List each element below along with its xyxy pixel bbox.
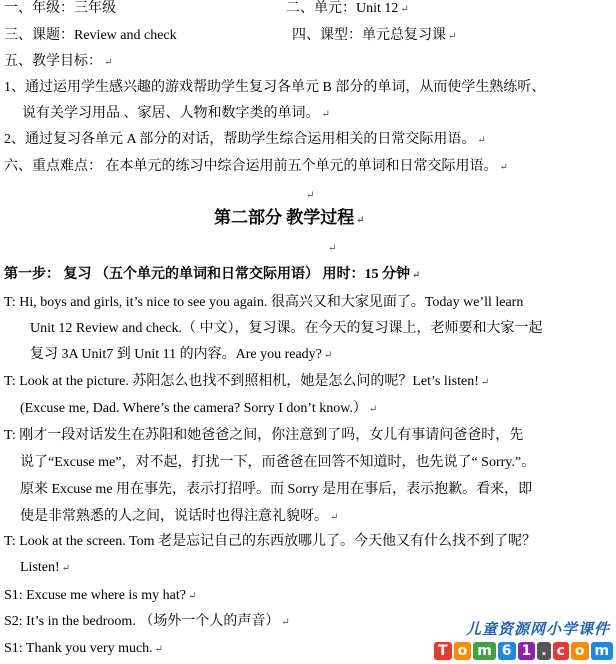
- watermark-letter: 1: [518, 642, 536, 660]
- paragraph-mark: ↵: [104, 57, 113, 68]
- paragraph-mark: ↵: [328, 243, 337, 254]
- paragraph-mark: ↵: [412, 270, 421, 281]
- goals-heading: 五、教学目标： ↵: [4, 54, 113, 69]
- watermark-letter: m: [591, 642, 614, 660]
- dialogue-line: S2: It’s in the bedroom. （场外一个人的声音） ↵: [4, 614, 290, 629]
- dialogue-line: Unit 12 Review and check.（ 中文），复习课。在今天的复习课上，老师要和大家一起: [30, 321, 543, 336]
- paragraph-mark: ↵: [477, 135, 486, 146]
- dialogue-line: S1: Thank you very much. ↵: [4, 641, 164, 656]
- paragraph-mark: ↵: [356, 215, 365, 226]
- paragraph-mark: ↵: [499, 162, 508, 173]
- dialogue-line: T: Look at the picture. 苏阳怎么也找不到照相机，她是怎么问的呢？Let’s listen! ↵: [4, 374, 490, 389]
- paragraph-mark: ↵: [323, 350, 333, 361]
- paragraph-mark: ↵: [448, 31, 457, 42]
- dialogue-line: 复习 3A Unit7 到 Unit 11 的内容。Are you ready? ↵: [30, 347, 333, 362]
- dialogue-line: (Excuse me, Dad. Where’s the camera? Sorry I don’t know.） ↵: [20, 401, 378, 416]
- paragraph-mark: ↵: [480, 377, 490, 388]
- watermark-letter: m: [473, 642, 496, 660]
- lesson-type-line: 四、课型：单元总复习课 ↵: [292, 28, 457, 43]
- blank-line: [304, 186, 314, 205]
- dialogue-line: 原来 Excuse me 用在事先，表示打招呼。而 Sorry 是用在事后，表示抱歉。看来，即: [20, 482, 533, 497]
- paragraph-mark: ↵: [321, 109, 330, 120]
- dialogue-line: S1: Excuse me where is my hat? ↵: [4, 588, 197, 603]
- unit-line: 二、单元：Unit 12 ↵: [286, 1, 409, 16]
- watermark-title: 儿童资源网小学课件: [465, 620, 610, 638]
- watermark-letter: T: [434, 642, 452, 660]
- goal1-line2: 说有关学习用品 、家居、人物和数字类的单词。 ↵: [22, 106, 330, 121]
- dialogue-line: T: 刚才一段对话发生在苏阳和她爸爸之间，你注意到了吗，女儿有事请问爸爸时，先: [4, 428, 524, 443]
- topic-line: 三、课题：Review and check: [4, 28, 177, 43]
- paragraph-mark: ↵: [306, 190, 315, 201]
- section-title: 第二部分 教学过程 ↵: [214, 208, 365, 227]
- paragraph-mark: ↵: [368, 404, 378, 415]
- dialogue-line: 说了“Excuse me”，对不起，打扰一下，而爸爸在回答不知道时，也先说了“ Sorry.”。: [20, 455, 536, 470]
- goal1-line1: 1、通过运用学生感兴趣的游戏帮助学生复习各单元 B 部分的单词，从而使学生熟练听、: [4, 80, 546, 95]
- watermark-letter: .: [537, 642, 550, 660]
- dialogue-line: T: Look at the screen. Tom 老是忘记自己的东西放哪儿了。今天他又有什么找不到了呢？: [4, 534, 536, 549]
- goal2-line: 2、通过复习各单元 A 部分的对话，帮助学生综合运用相关的日常交际用语。 ↵: [4, 132, 486, 147]
- keypoints-line: 六、重点难点： 在本单元的练习中综合运用前五个单元的单词和日常交际用语。 ↵: [4, 159, 508, 174]
- paragraph-mark: ↵: [330, 512, 339, 523]
- paragraph-mark: ↵: [154, 644, 164, 655]
- dialogue-line: Listen! ↵: [20, 560, 71, 575]
- grade-line: 一、年级：三年级: [4, 1, 116, 16]
- watermark-letter: c: [553, 642, 569, 660]
- watermark-letter: 6: [498, 642, 516, 660]
- paragraph-mark: ↵: [281, 617, 290, 628]
- paragraph-mark: ↵: [61, 563, 71, 574]
- paragraph-mark: ↵: [187, 591, 197, 602]
- dialogue-line: 使是非常熟悉的人之间，说话时也得注意礼貌呀。 ↵: [20, 509, 339, 524]
- site-watermark: [428, 618, 616, 664]
- dialogue-line: T: Hi, boys and girls, it’s nice to see you again. 很高兴又和大家见面了。Today we’ll learn: [4, 295, 524, 310]
- watermark-letter: o: [571, 642, 589, 660]
- watermark-letter: o: [454, 642, 472, 660]
- paragraph-mark: ↵: [400, 4, 409, 15]
- step1-heading: 第一步： 复习 （五个单元的单词和日常交际用语） 用时：15 分钟 ↵: [4, 267, 421, 282]
- watermark-logo: [434, 640, 615, 662]
- blank-line: [326, 239, 336, 258]
